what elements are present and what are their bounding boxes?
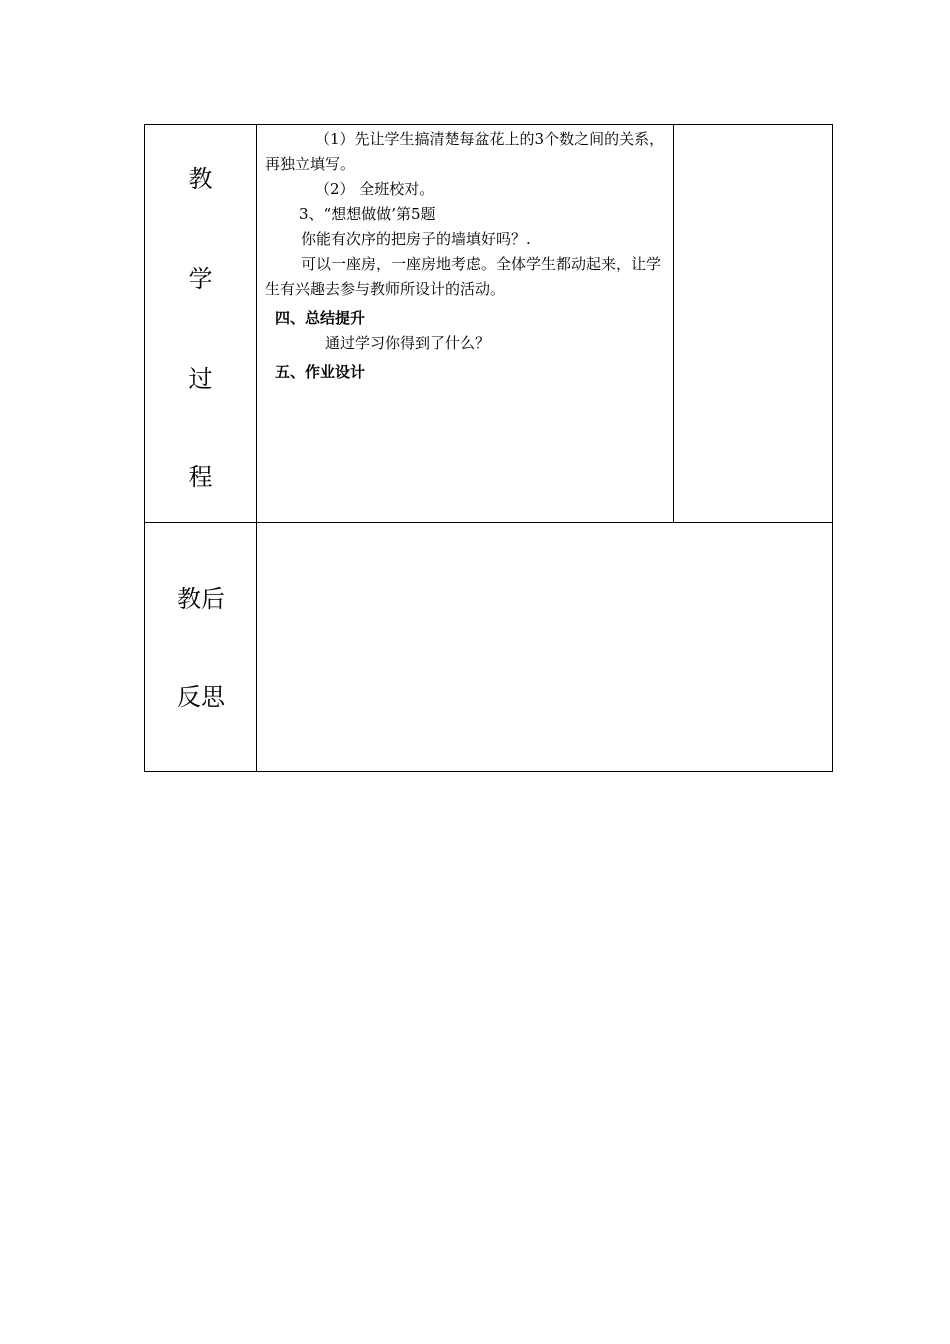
reflection-label-cell [145,523,257,772]
step2-line: （2） 全班校对。 [315,180,435,198]
item3-title: 3、“想想做做’第5题 [299,205,436,223]
teaching-process-row [145,125,833,523]
step1-line: （1）先让学生搞清楚每盆花上的3个数之间的关系，再独立填写。 [265,130,665,173]
section4-question: 通过学习你得到了什么？ [325,334,491,352]
process-label-char: 学 [188,265,213,293]
process-label-char: 教 [188,165,213,193]
item3-description: 可以一座房，一座房地考虑。全体学生都动起来，让学生有兴趣去参与教师所设计的活动。 [265,255,662,298]
reflection-content-cell [257,523,833,772]
section5-heading: 五、作业设计 [275,363,366,381]
notes-cell [674,125,833,523]
section4-heading: 四、总结提升 [275,309,366,327]
process-label-char: 过 [188,365,213,393]
lesson-plan-table [144,124,833,772]
reflection-label-line: 反思 [177,683,225,711]
teaching-process-content-cell [257,125,674,523]
process-label-char: 程 [188,463,213,491]
item3-question: 你能有次序的把房子的墙填好吗？. [301,230,531,248]
reflection-label-line: 教后 [177,585,225,613]
teaching-process-label-cell [145,125,257,523]
reflection-row [145,523,833,772]
teaching-process-content [257,125,673,385]
